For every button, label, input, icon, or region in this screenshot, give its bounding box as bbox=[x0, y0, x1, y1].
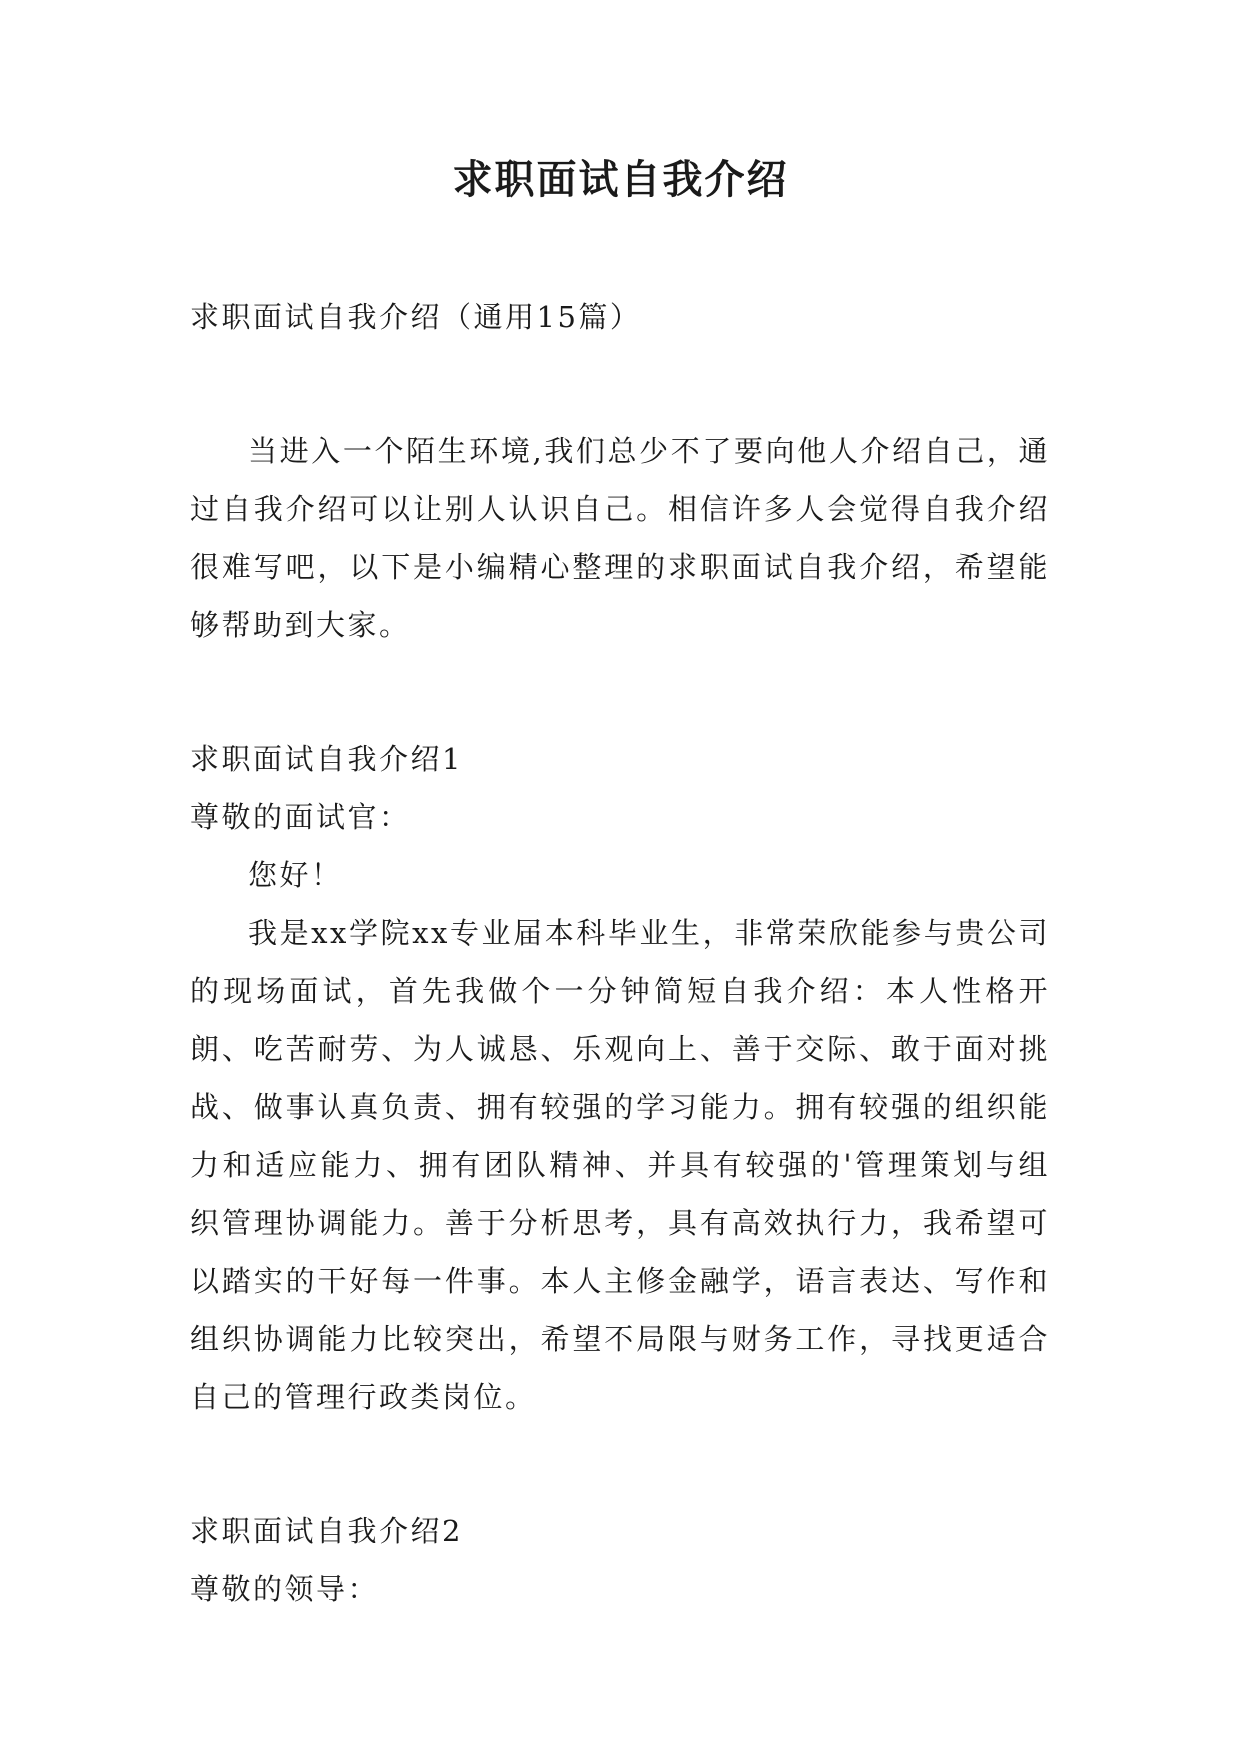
section-1-heading: 求职面试自我介绍1 bbox=[190, 742, 463, 776]
document-body bbox=[190, 288, 1050, 1618]
section-2-heading: 求职面试自我介绍2 bbox=[190, 1514, 463, 1548]
document-subtitle: 求职面试自我介绍（通用15篇） bbox=[190, 300, 642, 334]
section-1-salutation: 尊敬的面试官： bbox=[190, 800, 411, 834]
spacer bbox=[190, 346, 1050, 422]
section-1-body: 我是xx学院xx专业届本科毕业生，非常荣欣能参与贵公司的现场面试，首先我做个一分钟简短自我介绍：本人性格开朗、吃苦耐劳、为人诚恳、乐观向上、善于交际、敢于面对挑战、做事认真负责、拥有较强的学习能力。拥有较强的组织能力和适应能力、拥有团队精神、并具有较强的'管理策划与组织管理协调能力。善于分析思考，具有高效执行力，我希望可以踏实的干好每一件事。本人主修金融学，语言表达、写作和组织协调能力比较突出，希望不局限与财务工作，寻找更适合自己的管理行政类岗位。 bbox=[190, 916, 1050, 1414]
section-2-salutation: 尊敬的领导： bbox=[190, 1572, 380, 1606]
document-title: 求职面试自我介绍 bbox=[452, 157, 789, 203]
spacer bbox=[190, 654, 1050, 730]
intro-paragraph: 当进入一个陌生环境,我们总少不了要向他人介绍自己，通过自我介绍可以让别人认识自己。相信许多人会觉得自我介绍很难写吧，以下是小编精心整理的求职面试自我介绍，希望能够帮助到大家。 bbox=[190, 434, 1050, 642]
spacer bbox=[190, 1426, 1050, 1502]
section-1-greeting: 您好！ bbox=[248, 858, 343, 892]
